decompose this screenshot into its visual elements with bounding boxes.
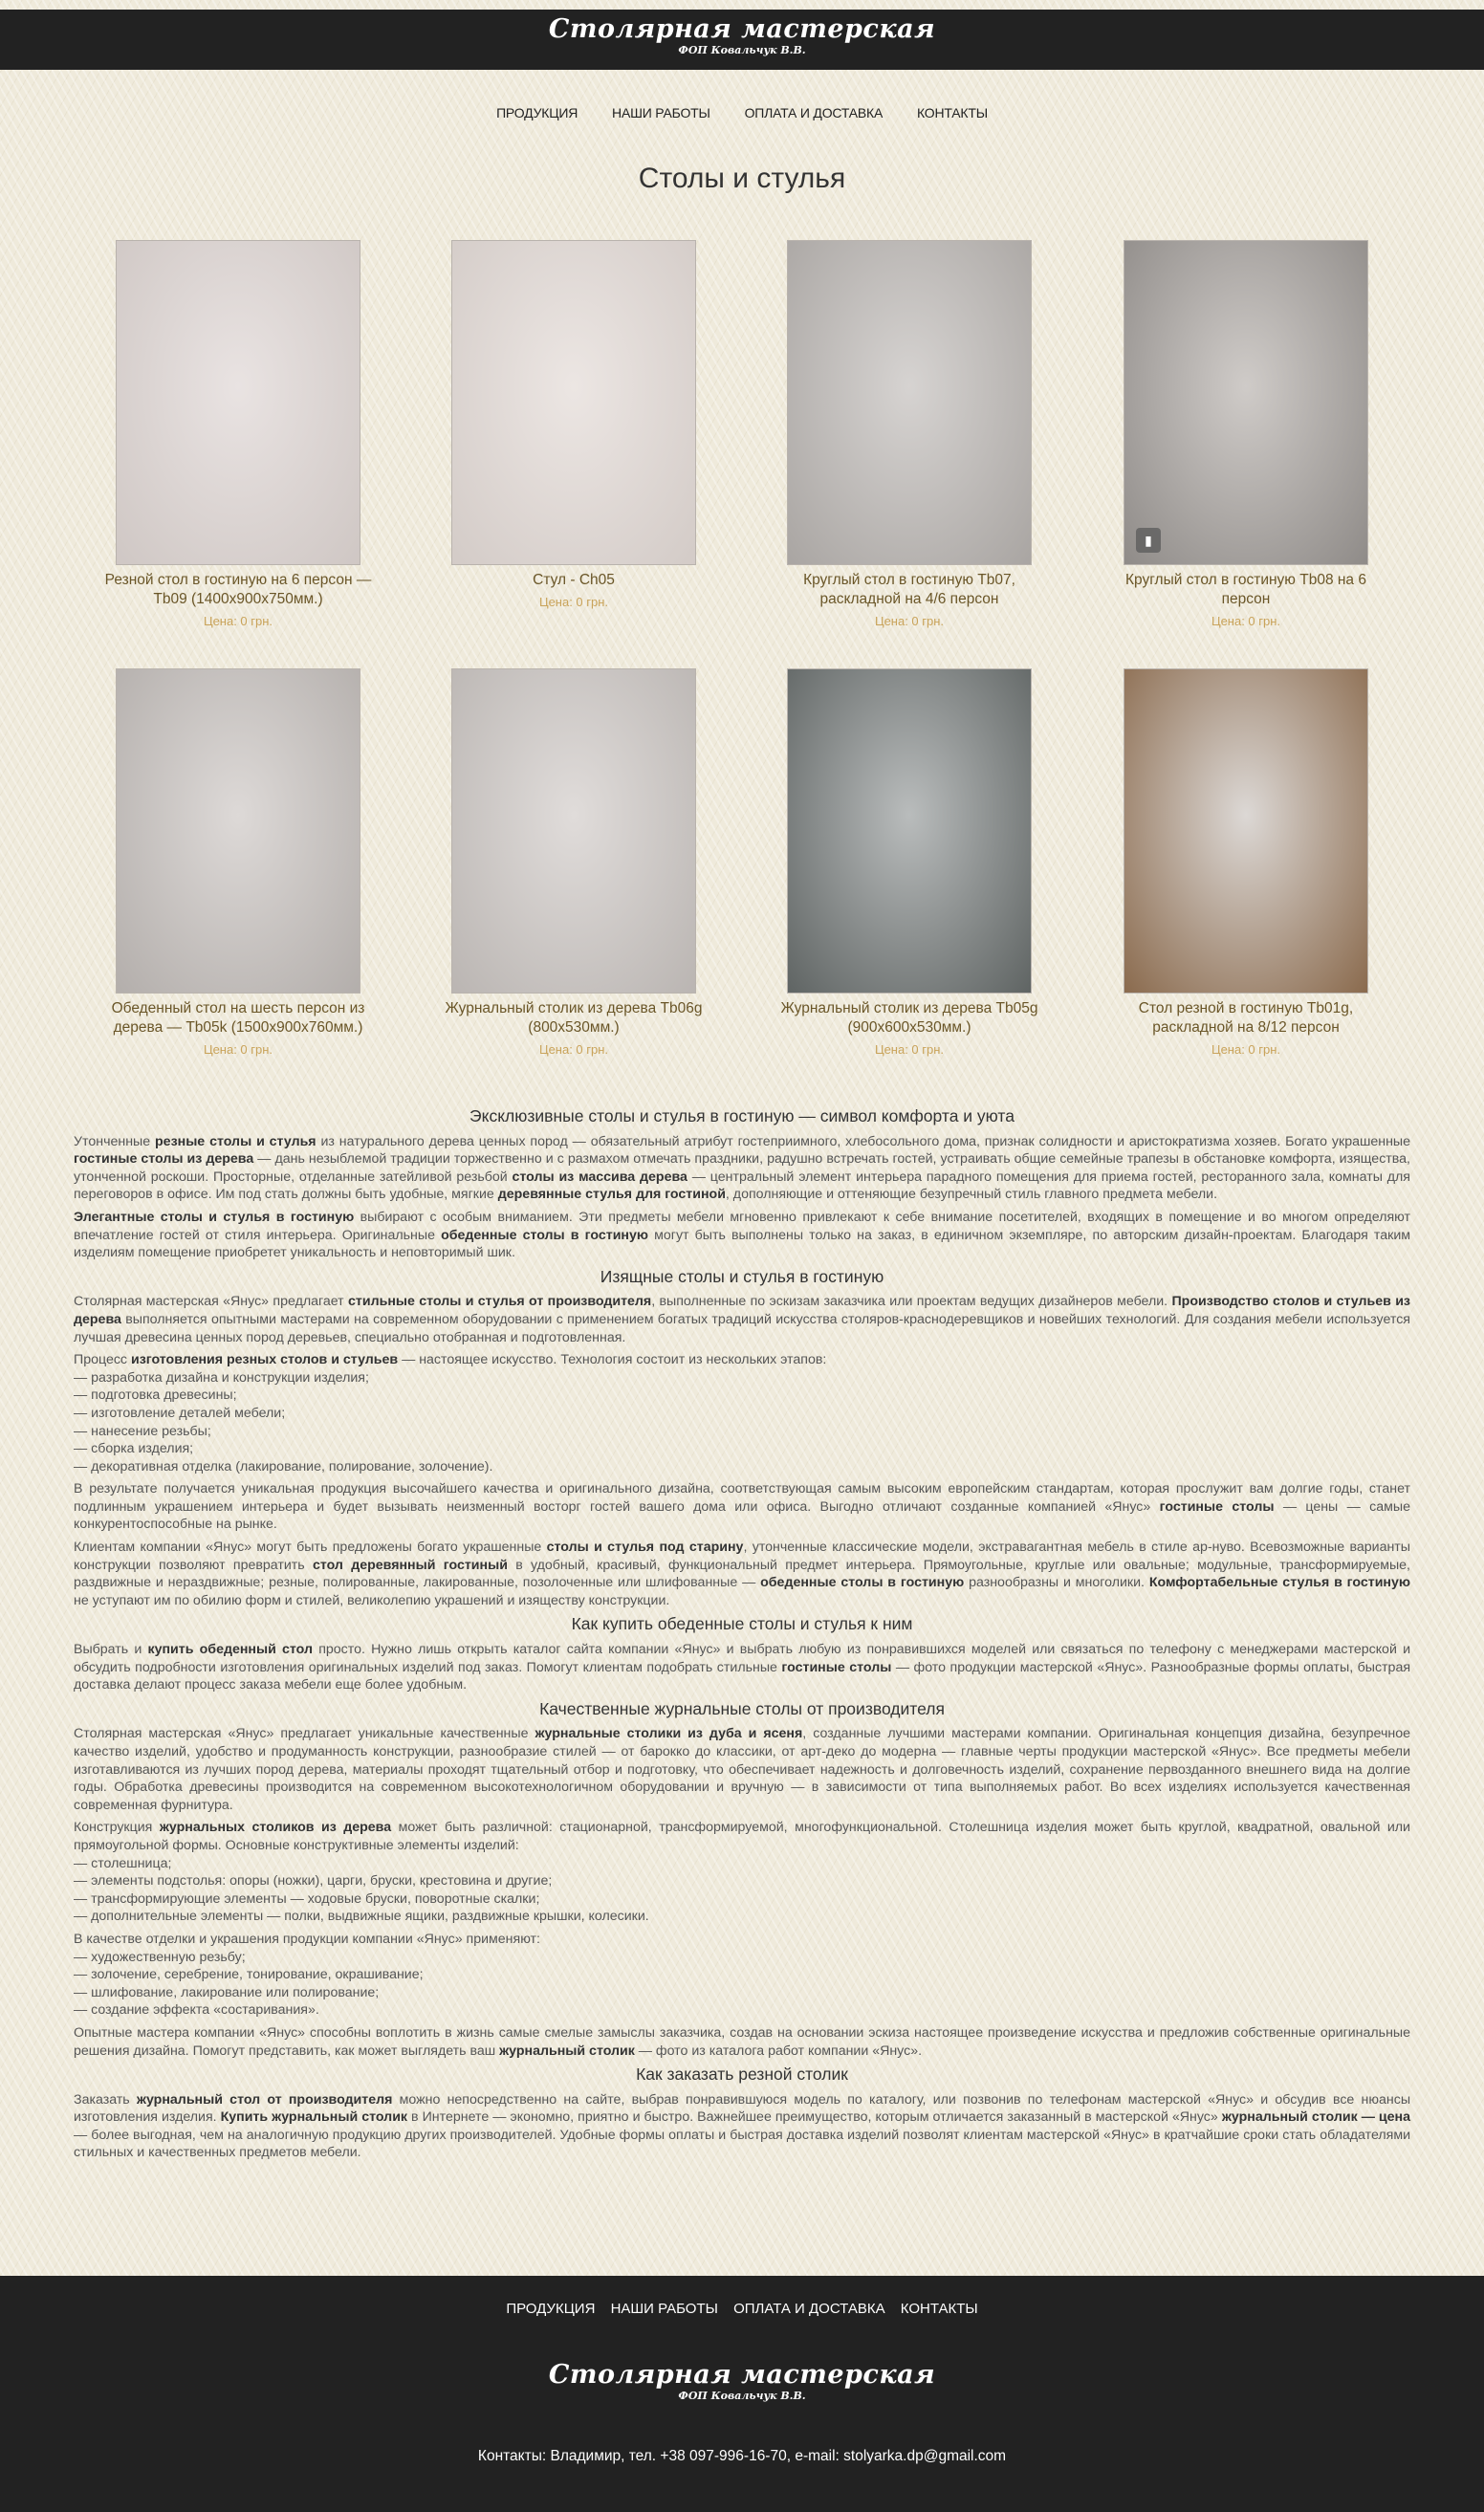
text-span: Столярная мастерская «Янус» предлагает уникальные качественные (74, 1726, 535, 1742)
product-name[interactable]: Журнальный столик из дерева Tb06g (800x530мм.) (445, 1000, 703, 1036)
paragraph (74, 1725, 1410, 1814)
product-name[interactable]: Журнальный столик из дерева Tb05g (900x600x530мм.) (780, 1000, 1038, 1036)
text-span: в удобный, красивый, функциональный предмет интерьера. Прямоугольные, круглые или овальные; модульные, трансформируемые, раздвижные и нераздвижные; резные, полированные, лакированные, позолоченные или шлифованные — (74, 1557, 1410, 1591)
main-nav (0, 105, 1484, 120)
bold-keyword: обеденные столы в гостиную (441, 1227, 648, 1243)
bold-keyword: Комфортабельные стулья в гостиную (1148, 1575, 1410, 1591)
text-span: в Интернете — экономно, приятно и быстро. Важнейшее преимущество, которым отличается заказанный в мастерской «Янус» (407, 2109, 1222, 2126)
list-line: — художественную резьбу; (74, 1949, 246, 1965)
text-span: просто. Нужно лишь открыть каталог сайта компании «Янус» и выбрать любую из понравившихся моделей или связаться по телефону с менеджерами мастерской и обсудить подробности изготовления оригинальных изделий под заказ. Помогут клиентам подобрать стильные (74, 1642, 1411, 1675)
product-card[interactable] (1102, 240, 1389, 628)
text-span: , выполненные по эскизам заказчика или проектам ведущих дизайнеров мебели. (651, 1294, 1172, 1310)
bold-keyword: Купить журнальный столик (220, 2109, 408, 2126)
text-span: разнообразны и многолики. (964, 1575, 1149, 1591)
bold-keyword: столы из массива дерева (512, 1169, 687, 1185)
text-span: В результате получается уникальная продукция высочайшего качества и оригинального дизайна, соответствующая самым высоким европейским стандартам, которая прослужит вам долгие годы, станет подлинным украшением интерьера и будет вызывать неизменный восторг гостей вашего дома или офиса. Выгодно отличают созданные компанией «Янус» (74, 1481, 1410, 1515)
bold-keyword: гостиные столы (1159, 1498, 1275, 1515)
nav-our-works[interactable]: НАШИ РАБОТЫ (612, 105, 710, 120)
list-line: — золочение, серебрение, тонирование, окрашивание; (74, 1967, 424, 1983)
text-span: — цены — самые конкурентоспособные на рынке. (74, 1498, 1410, 1533)
product-card[interactable] (95, 668, 382, 1057)
text-span: , созданные лучшими мастерами компании. Оригинальная концепция дизайна, безупречное качество изделий, удобство и продуманность конструкции, разнообразие стилей — от барокко до классики, от арт-деко до модерна — главные черты продукции мастерской «Янус». Все предметы мебели изготавливаются из лучших пород дерева, материалы проходят тщательный отбор и подготовку, что обеспечивает надежность и долговечность изделий, сохранение первозданного внешнего вида на долгие годы. Обработка древесины производится на современном высокотехнологичном оборудовании и вручную — в зависимости от типа выполняемых работ. Во всех изделиях используется качественная современная фурнитура. (74, 1726, 1410, 1813)
bold-keyword: журнальные столики из дуба и ясеня (535, 1726, 803, 1742)
paragraph (74, 1351, 1410, 1475)
text-span: Конструкция (74, 1820, 160, 1836)
product-card[interactable] (430, 240, 717, 609)
section-heading: Как заказать резной столик (636, 2064, 848, 2085)
list-line: — столешница; (74, 1855, 172, 1871)
text-span: — центральный элемент интерьера парадного помещения для приема гостей, ресторанного зала, комнаты для переговоров в офисе. Им под стать должны быть удобные, мягкие (74, 1169, 1410, 1203)
paragraph (74, 1539, 1410, 1609)
footer-logo-title: Столярная мастерская (548, 2360, 936, 2390)
product-card[interactable] (766, 668, 1053, 1057)
bold-keyword: гостиные столы (781, 1659, 892, 1675)
section-heading: Изящные столы и стулья в гостиную (600, 1266, 884, 1286)
product-image[interactable] (1124, 240, 1368, 565)
bold-keyword: Элегантные столы и стулья в гостиную (74, 1209, 355, 1225)
paragraph (74, 2091, 1410, 2162)
product-card[interactable] (766, 240, 1053, 628)
product-price: Цена: 0 грн. (538, 595, 609, 609)
footer-nav-contacts[interactable]: КОНТАКТЫ (900, 2301, 978, 2317)
paragraph (74, 2024, 1410, 2060)
product-name[interactable]: Стол резной в гостиную Tb01g, раскладной на 8/12 персон (1138, 1000, 1354, 1036)
list-line: — подготовка древесины; (74, 1387, 237, 1404)
footer-logo[interactable] (0, 2361, 1484, 2402)
bold-keyword: журнальных столиков из дерева (159, 1820, 392, 1836)
product-price: Цена: 0 грн. (874, 1042, 945, 1057)
product-price: Цена: 0 грн. (538, 1042, 609, 1057)
list-line: — шлифование, лакирование или полирование; (74, 1984, 380, 2000)
text-span: можно непосредственно на сайте, выбрав понравившуюся модель по каталогу, или позвонив по телефонам мастерской «Янус» и обсудив все нюансы изготовления изделия. (74, 2091, 1411, 2126)
seo-text (74, 1102, 1410, 2167)
product-card[interactable] (95, 240, 382, 628)
bold-keyword: стильные столы и стулья от производителя (348, 1294, 652, 1310)
text-span: , утонченные классические модели, экстравагантная мебель в стиле ар-нуво. Всевозможные варианты конструкции позволяют превратить (74, 1540, 1410, 1573)
nav-contacts[interactable]: КОНТАКТЫ (917, 105, 988, 120)
product-price: Цена: 0 грн. (874, 614, 945, 628)
product-price: Цена: 0 грн. (203, 1042, 273, 1057)
bold-keyword: обеденные столы в гостиную (760, 1575, 965, 1591)
product-price: Цена: 0 грн. (1211, 614, 1281, 628)
text-span: могут быть выполнены только на заказ, в единичном экземпляре, по авторским дизайн-проектам. Благодаря таким изделиям помещение приобретет уникальность и неповторимый шик. (74, 1227, 1410, 1261)
paragraph (74, 1480, 1410, 1534)
product-card[interactable] (430, 668, 717, 1057)
paragraph (74, 1641, 1410, 1694)
text-span: — дань незыблемой традиции торжественно и с размахом отмечать праздники, радушно встречать гостей, устраивать общие семейные трапезы в обстановке комфорта, изящества, утонченной роскоши. Просторные, отделанные затейливой резьбой (74, 1151, 1410, 1185)
text-span: может быть различной: стационарной, трансформируемой, многофункциональной. Столешница изделия может быть круглой, квадратной, овальной или прямоугольной формы. Основные конструктивные элементы изделий: (74, 1820, 1410, 1853)
bold-keyword: резные столы и стулья (155, 1133, 316, 1149)
bold-keyword: Производство столов и стульев из дерева (74, 1294, 1410, 1327)
product-image[interactable] (787, 240, 1032, 565)
page-title: Столы и стулья (638, 163, 846, 194)
list-line: — нанесение резьбы; (74, 1423, 211, 1439)
paragraph (74, 1931, 1410, 2020)
bold-keyword: гостиные столы из дерева (74, 1151, 254, 1168)
paragraph (74, 1819, 1410, 1926)
bold-keyword: столы и стулья под старину (546, 1540, 744, 1556)
list-line: — создание эффекта «состаривания». (74, 2002, 319, 2019)
text-span: выбирают с особым вниманием. Эти предметы мебели мгновенно привлекают к себе внимание посетителей, входящих в помещение и во многом определяют впечатление гостей от стиля интерьера. Оригинальные (74, 1209, 1411, 1243)
text-span: — настоящее искусство. Технология состоит из нескольких этапов: (398, 1352, 827, 1368)
text-span: выполняется опытными мастерами на современном оборудовании с применением богатых традиций искусства столяров-краснодеревщиков и новейших технологий. Для создания мебели используется лучшая древесина ценных пород деревьев, специально отобранная и подготовленная. (74, 1311, 1410, 1345)
footer-logo-subtitle: ФОП Ковальчук В.В. (678, 2390, 806, 2402)
text-span: , дополняющие и оттеняющие безупречный стиль главного предмета мебели. (725, 1187, 1218, 1203)
text-span: Столярная мастерская «Янус» предлагает (74, 1294, 349, 1310)
product-name[interactable]: Резной стол в гостиную на 6 персон — Tb09 (1400x900x750мм.) (104, 572, 372, 607)
list-line: — разработка дизайна и конструкции изделия; (74, 1369, 369, 1386)
text-span: Выбрать и (74, 1642, 148, 1658)
bold-keyword: изготовления резных столов и стульев (130, 1352, 399, 1368)
product-price: Цена: 0 грн. (1211, 1042, 1281, 1057)
list-line: — элементы подстолья: опоры (ножки), царги, бруски, крестовина и другие; (74, 1873, 553, 1889)
logo[interactable] (0, 10, 1484, 56)
text-span: из натурального дерева ценных пород — обязательный атрибут гостеприимного, хлебосольного дома, признак солидности и аристократизма хозяев. Богато украшенные (316, 1133, 1411, 1149)
text-span: — более выгодная, чем на аналогичную продукцию других производителей. Удобные формы оплаты и быстрая доставка изделий позволят клиентам мастерской «Янус» в кратчайшие сроки стать обладателями стильных и качественных предметов мебели. (74, 2127, 1410, 2161)
product-image[interactable] (451, 668, 696, 994)
site-footer (0, 2276, 1484, 2512)
text-span: В качестве отделки и украшения продукции компании «Янус» применяют: (74, 1931, 540, 1947)
bold-keyword: купить обеденный стол (147, 1642, 314, 1658)
list-line: — изготовление деталей мебели; (74, 1405, 286, 1421)
product-name[interactable]: Обеденный стол на шесть персон из дерева — Tb05k (1500x900x760мм.) (111, 1000, 365, 1036)
text-span: Опытные мастера компании «Янус» способны воплотить в жизнь самые смелые замыслы заказчика, создав на основании эскиза настоящее произведение искусства и предложив собственные оригинальные решения дизайна. Помогут представить, как может выглядеть ваш (74, 2024, 1410, 2059)
paragraph (74, 1293, 1410, 1346)
site-header (0, 10, 1484, 70)
list-line: — декоративная отделка (лакирование, полирование, золочение). (74, 1458, 493, 1474)
bold-keyword: журнальный столик (499, 2042, 635, 2059)
nav-payment-delivery[interactable]: ОПЛАТА И ДОСТАВКА (744, 105, 884, 120)
product-image[interactable] (116, 668, 360, 994)
product-name[interactable]: Круглый стол в гостиную Tb07, раскладной на 4/6 персон (803, 572, 1015, 607)
product-image[interactable] (116, 240, 360, 565)
product-price: Цена: 0 грн. (203, 614, 273, 628)
bold-keyword: журнальный стол от производителя (136, 2091, 393, 2108)
list-line: — дополнительные элементы — полки, выдвижные ящики, раздвижные крышки, колесики. (74, 1909, 649, 1925)
bold-keyword: деревянные стулья для гостиной (497, 1187, 726, 1203)
bold-keyword: стол деревянный гостиный (312, 1557, 508, 1573)
bold-keyword: журнальный столик — цена (1221, 2109, 1410, 2126)
footer-nav-payment-delivery[interactable]: ОПЛАТА И ДОСТАВКА (733, 2301, 885, 2317)
list-line: — трансформирующие элементы — ходовые бруски, поворотные скалки; (74, 1890, 540, 1907)
product-card[interactable] (1102, 668, 1389, 1057)
footer-nav-products[interactable]: ПРОДУКЦИЯ (506, 2301, 596, 2317)
text-span: Процесс (74, 1352, 131, 1368)
paragraph (74, 1133, 1410, 1204)
footer-nav-our-works[interactable]: НАШИ РАБОТЫ (610, 2301, 718, 2317)
section-heading: Качественные журнальные столы от производителя (539, 1698, 945, 1718)
bookmark-icon[interactable]: ▮ (1136, 528, 1161, 553)
text-span: — фото продукции мастерской «Янус». Разнообразные формы оплаты, быстрая доставка делают процесс заказа мебели еще более удобным. (74, 1659, 1411, 1693)
product-image[interactable] (1124, 668, 1368, 994)
section-heading: Как купить обеденные столы и стулья к ним (571, 1614, 913, 1634)
section-heading: Эксклюзивные столы и стулья в гостиную — символ комфорта и уюта (469, 1106, 1015, 1125)
logo-subtitle: ФОП Ковальчук В.В. (678, 44, 806, 56)
product-name[interactable]: Стул - Ch05 (533, 572, 615, 588)
text-span: Клиентам компании «Янус» могут быть предложены богато украшенные (74, 1540, 547, 1556)
product-image[interactable] (787, 668, 1032, 994)
nav-products[interactable]: ПРОДУКЦИЯ (496, 105, 578, 120)
text-span: не уступают им по обилию форм и стилей, великолепию украшений и изяществу конструкции. (74, 1592, 670, 1608)
logo-title: Столярная мастерская (548, 14, 936, 44)
text-span: Утонченные (74, 1133, 156, 1149)
text-span: — фото из каталога работ компании «Янус». (634, 2042, 923, 2059)
product-name[interactable]: Круглый стол в гостиную Tb08 на 6 персон (1125, 572, 1366, 607)
list-line: — сборка изделия; (74, 1441, 194, 1457)
footer-contacts: Контакты: Владимир, тел. +38 097-996-16-70, e-mail: stolyarka.dp@gmail.com (477, 2448, 1007, 2464)
footer-nav (0, 2276, 1484, 2317)
text-span: Заказать (74, 2091, 137, 2108)
paragraph (74, 1209, 1410, 1262)
product-image[interactable] (451, 240, 696, 565)
